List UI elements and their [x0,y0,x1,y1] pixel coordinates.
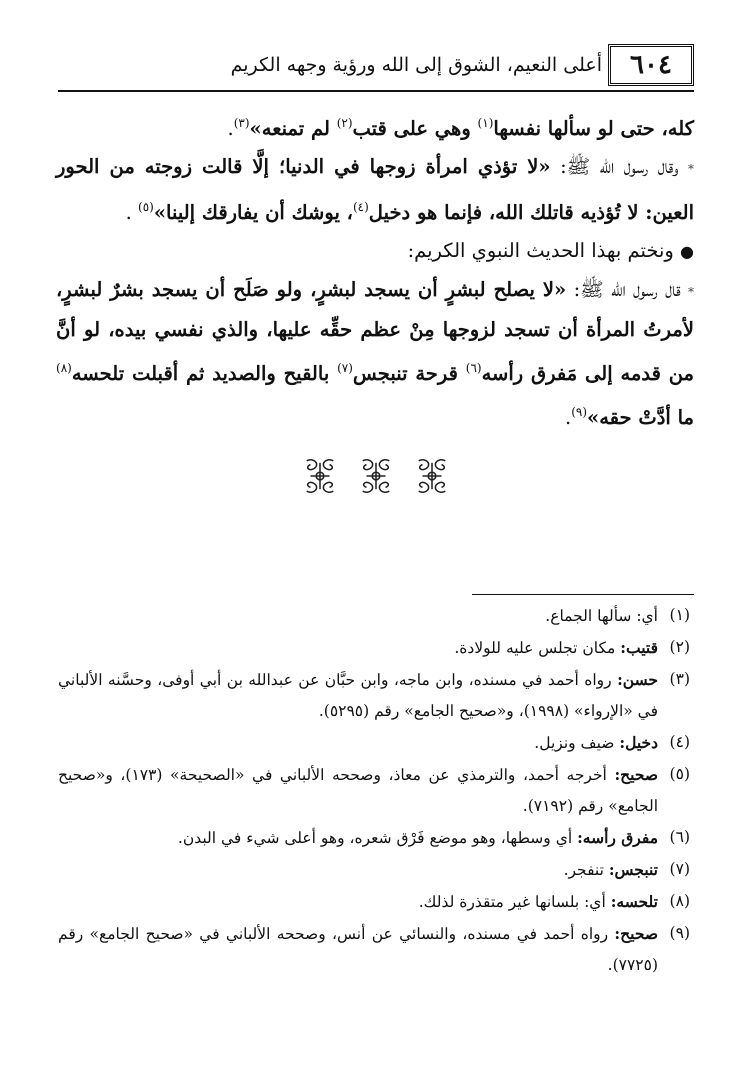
footnote-label: صحيح: [614,924,658,943]
footnote-number: (٣) [669,670,690,688]
hadith-text: لم تمنعه» [249,117,337,140]
footnote-body [58,759,658,822]
hadith-text: بالقيح والصديد ثم أقبلت تلحسه [71,362,338,385]
paragraph-4 [56,271,694,437]
footnote-text: أي وسطها، وهو موضع فَرْق شعره، وهو أعلى شيء في البدن. [177,829,578,847]
footnote-ref: (٢) [336,116,353,130]
footnote-label: دخيل: [619,733,658,752]
floral-ornament-icon [357,455,395,497]
footnote-number: (٥) [669,765,690,783]
floral-ornament-icon [413,455,451,497]
footnote-body [58,822,658,854]
hadith-text: «لا يصلح لبشرٍ أن يسجد لبشرٍ، ولو صَلَح أن يسجد بشرٌ لبشرٍ، لأمرتُ المرأة أن تسجد لزوجها مِنْ عظم حقِّه عليها، والذي نفسي بيده، لو أنَّ من قدمه إلى مَفرق رأسه [56,278,694,385]
footnote-text: أخرجه أحمد، والترمذي عن معاذ، وصححه الألباني في «الصحيحة» (١٧٣)، و«صحيح الجامع» رقم (٧١٩٢). [58,766,658,815]
footnote-text: ضيف ونزيل. [534,734,620,752]
footnote-text: أي: سألها الجماع. [545,607,658,625]
footnote-divider [472,594,694,595]
footnote [58,632,690,664]
footnote-number: (١) [669,606,690,624]
footnote-label: تلحسه: [610,892,658,911]
footnote-label: صحيح: [614,765,659,784]
footnote-number: (٧) [669,860,690,878]
footnote-number: (٦) [669,828,690,846]
paragraph-3 [56,232,694,271]
page-number-frame [608,44,694,86]
section-intro: ونختم بهذا الحديث النبوي الكريم: [407,239,681,262]
footnote-ref: (٩) [571,405,588,419]
asterisk-marker: * [688,285,695,299]
footnote-number: (٩) [669,924,690,942]
footnote-ref: (١) [477,116,494,130]
page-number: ٦٠٤ [630,50,672,80]
bullet-icon: ● [680,242,694,261]
footnote-ref: (٤) [352,200,369,214]
footnote-ref: (٨) [56,361,72,375]
hadith-text: ، يوشك أن يفارقك إلينا» [153,201,353,224]
narration-intro: قال رسول الله ﷺ: [566,278,689,301]
footnote [58,727,690,759]
footnote-ref: (٣) [233,116,250,130]
narration-intro: وقال رسول الله ﷺ: [550,155,689,178]
hadith-text: «لا تؤذي امرأة زوجها في الدنيا؛ إلَّا قالت زوجته من الحور العين: لا تُؤذيه قاتلك الله، فإنما هو دخيل [56,155,694,224]
hadith-text: كله، حتى لو سألها نفسها [493,117,694,140]
footnote [58,600,690,632]
footnote [58,918,690,981]
footnote-label: تنبجس: [608,860,658,879]
footnote-body [58,918,658,981]
paragraph-2 [56,148,694,232]
footnote-body [58,854,658,886]
running-header-title: أعلى النعيم، الشوق إلى الله ورؤية وجهه الكريم [230,54,602,76]
paragraph-1 [56,104,694,148]
footnotes [58,600,690,981]
footnote-body [58,664,658,727]
footnote-number: (٨) [669,892,690,910]
footnote [58,664,690,727]
section-ornament [0,455,752,497]
footnote-number: (٢) [669,638,690,656]
footnote [58,759,690,822]
punctuation: . [125,201,139,224]
footnote-text: رواه أحمد في مسنده، وابن ماجه، وابن حبَّان عن عبدالله بن أبي أوفى، وحسَّنه الألباني في «الإرواء» (١٩٩٨)، و«صحيح الجامع» رقم (٥٢٩٥). [58,671,658,720]
footnote-text: تنفجر. [563,861,609,879]
footnote-text: أي: بلسانها غير متقذرة لذلك. [418,893,611,911]
header-divider [58,90,694,92]
hadith-text: ما أدَّتْ حقه» [587,406,694,429]
floral-ornament-icon [301,455,339,497]
footnote [58,886,690,918]
footnote-text: رواه أحمد في مسنده، والنسائي عن أنس، وصححه الألباني في «صحيح الجامع» رقم (٧٧٢٥). [58,925,658,974]
footnote [58,822,690,854]
footnote-body [58,886,658,918]
footnote-body [58,600,658,632]
punctuation: . [227,117,234,140]
footnote-label: حسن: [617,670,658,689]
footnote-body [58,727,658,759]
footnote-ref: (٧) [337,361,353,375]
footnote-label: مفرق رأسه: [577,828,658,847]
hadith-text: وهي على قتب [352,117,478,140]
main-text [56,104,694,437]
footnote-text: مكان تجلس عليه للولادة. [454,639,621,657]
hadith-text: قرحة تنبجس [352,362,466,385]
punctuation: . [564,406,572,429]
footnote-body [58,632,658,664]
asterisk-marker: * [688,162,695,176]
footnote [58,854,690,886]
footnote-number: (٤) [669,733,690,751]
footnote-ref: (٥) [138,200,154,214]
footnote-label: قتيب: [620,638,658,657]
footnote-ref: (٦) [465,361,482,375]
